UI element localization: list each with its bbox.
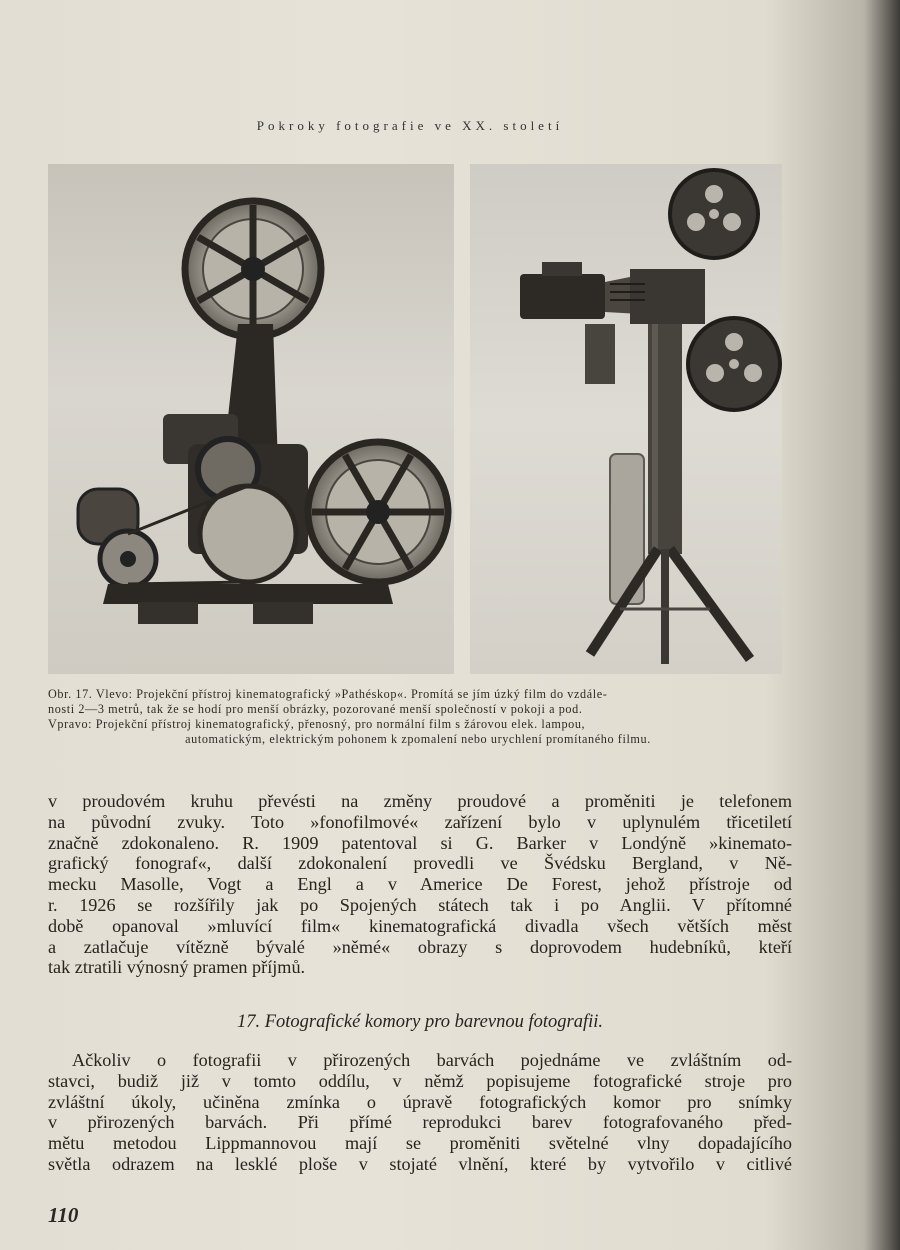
text-line: mětu metodou Lippmannovou mají se proměniti světelné vlny dopadajícího — [48, 1133, 792, 1154]
text-line: na původní zvuky. Toto »fonofilmové« zařízení bylo v uplynulém třicetiletí — [48, 811, 792, 832]
section-heading: 17. Fotografické komory pro barevnou fotografii. — [236, 1012, 603, 1032]
paragraph-sound-film — [48, 791, 792, 978]
caption-line: automatickým, elektrickým pohonem k zpomalení nebo urychlení promítaného filmu. — [185, 732, 651, 746]
lower-reel — [308, 442, 448, 582]
caption-line: nosti 2—3 metrů, tak že se hodí pro menší obrázky, pozorované menší společností v pokoji a pod. — [48, 702, 583, 716]
figure-caption — [48, 687, 788, 747]
text-line: zvláštní úkoly, učiněna zmínka o úpravě fotografických komor pro snímky — [48, 1091, 792, 1112]
paragraph-color-cameras — [48, 1050, 792, 1175]
text-line: a zatlačuje vítězně bývalé »němé« obrazy s doprovodem hudebníků, kteří — [48, 936, 792, 957]
text-line: tak ztratili výnosný pramen příjmů. — [48, 957, 306, 978]
photo-pathescope-projector — [48, 164, 454, 674]
lower-reel — [688, 318, 780, 410]
caption-line: Vpravo: Projekční přístroj kinematografický, přenosný, pro normální film s žárovou elek. lampou, — [48, 717, 586, 731]
upper-reel — [185, 201, 321, 337]
text-line: stavci, budiž již v tomto oddílu, v němž popisujeme fotografické stroje pro — [48, 1070, 792, 1091]
text-line: mecku Masolle, Vogt a Engl a v Americe De Forest, jehož přístroje od — [48, 874, 792, 895]
text-line: světla odrazem na lesklé ploše v stojaté vlnění, které by vytvořilo v citlivé — [48, 1153, 792, 1174]
photo-portable-projector — [470, 164, 782, 674]
text-line: značně zdokonaleno. R. 1909 patentoval si G. Barker v Londýně »kinemato- — [48, 832, 792, 853]
page-number: 110 — [48, 1203, 79, 1227]
text-line: v proudovém kruhu převésti na změny proudové a proměniti je telefonem — [48, 791, 792, 811]
running-head: Pokroky fotografie ve XX. století — [256, 118, 564, 133]
text-line: v přirozených barvách. Při přímé reprodukci barev fotografovaného před- — [48, 1112, 792, 1133]
upper-reel — [670, 170, 758, 258]
caption-line: Obr. 17. Vlevo: Projekční přístroj kinematografický »Pathéskop«. Promítá se jím úzký film do vzdále- — [48, 687, 608, 701]
text-line: době opanoval »mluvící film« kinematografická divadla všech větších měst — [48, 915, 792, 936]
text-line: grafický fonograf«, další zdokonalení provedli ve Švédsku Bergland, v Ně- — [48, 853, 792, 874]
text-line: r. 1926 se rozšířily jak po Spojených státech tak i po Anglii. V přítomné — [48, 894, 792, 915]
text-line: Ačkoliv o fotografii v přirozených barvách pojednáme ve zvláštním od- — [72, 1050, 792, 1070]
